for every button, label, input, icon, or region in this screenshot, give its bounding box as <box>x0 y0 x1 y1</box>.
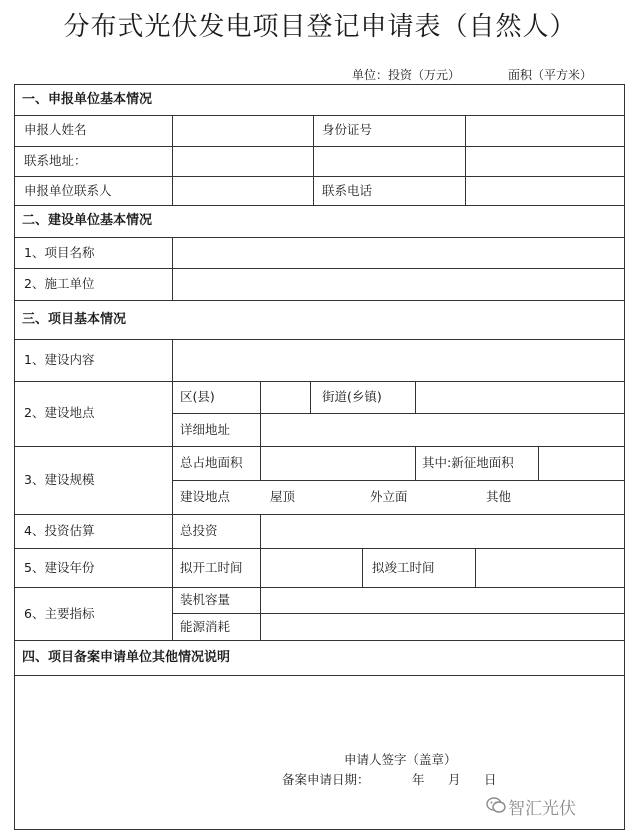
signature-field[interactable] <box>340 748 490 768</box>
wechat-icon <box>486 796 506 814</box>
roof-option[interactable]: 屋顶 <box>270 489 296 504</box>
section-other-info: 四、项目备案申请单位其他情况说明 <box>22 650 231 665</box>
other-info-textarea[interactable] <box>15 676 624 746</box>
build-scale-label: 3、建设规模 <box>24 472 95 487</box>
construction-unit-field[interactable] <box>173 269 624 300</box>
section-applicant-info: 一、申报单位基本情况 <box>22 92 153 107</box>
signer-label: 申请人签字（盖章） <box>344 752 457 767</box>
new-land-field[interactable] <box>539 447 624 480</box>
build-content-label: 1、建设内容 <box>24 352 95 367</box>
id-number-label: 身份证号 <box>322 122 373 137</box>
build-year-label: 5、建设年份 <box>24 560 95 575</box>
start-time-field[interactable] <box>261 549 362 587</box>
unit-investment: 单位：投资（万元） <box>352 68 461 82</box>
address-label: 联系地址： <box>24 153 87 168</box>
capacity-label: 装机容量 <box>180 592 231 607</box>
detail-address-field[interactable] <box>261 414 624 446</box>
build-location-label: 2、建设地点 <box>24 405 95 420</box>
capacity-field[interactable] <box>261 588 624 613</box>
main-index-label: 6、主要指标 <box>24 606 95 621</box>
detail-address-label: 详细地址 <box>180 422 231 437</box>
contact-phone-label: 联系电话 <box>322 183 373 198</box>
facade-option[interactable]: 外立面 <box>370 489 408 504</box>
applicant-name-field[interactable] <box>173 116 313 146</box>
form-title: 分布式光伏发电项目登记申请表（自然人） <box>63 12 577 42</box>
district-label: 区(县) <box>180 389 215 404</box>
energy-label: 能源消耗 <box>180 619 231 634</box>
finish-time-label: 拟竣工时间 <box>372 560 435 575</box>
total-area-field[interactable] <box>261 447 415 480</box>
total-area-label: 总占地面积 <box>180 455 243 470</box>
investment-estimate-label: 4、投资估算 <box>24 523 95 538</box>
other-option[interactable]: 其他 <box>486 489 512 504</box>
total-investment-label: 总投资 <box>180 523 218 538</box>
contact-person-field[interactable] <box>173 177 313 205</box>
date-label: 备案申请日期： <box>282 772 370 787</box>
energy-field[interactable] <box>261 614 624 640</box>
applicant-name-label: 申报人姓名 <box>24 122 87 137</box>
date-day-label: 日 <box>484 772 497 787</box>
address-field[interactable] <box>173 147 624 176</box>
district-field[interactable] <box>261 382 310 413</box>
date-year-label: 年 <box>412 772 425 787</box>
street-label: 街道(乡镇) <box>322 389 382 404</box>
project-name-label: 1、项目名称 <box>24 245 95 260</box>
build-content-field[interactable] <box>173 340 624 381</box>
construction-unit-label: 2、施工单位 <box>24 276 95 291</box>
section-project-info: 三、项目基本情况 <box>22 312 127 327</box>
contact-person-label: 申报单位联系人 <box>24 183 112 198</box>
id-number-field[interactable] <box>466 116 624 146</box>
build-site-label: 建设地点 <box>180 489 231 504</box>
unit-area: 面积（平方米） <box>508 68 593 82</box>
watermark-text: 智汇光伏 <box>508 799 576 819</box>
new-land-label: 其中:新征地面积 <box>422 455 514 470</box>
total-investment-field[interactable] <box>261 515 624 548</box>
finish-time-field[interactable] <box>476 549 624 587</box>
start-time-label: 拟开工时间 <box>180 560 243 575</box>
section-builder-info: 二、建设单位基本情况 <box>22 213 153 228</box>
date-month-label: 月 <box>448 772 461 787</box>
project-name-field[interactable] <box>173 238 624 268</box>
contact-phone-field[interactable] <box>466 177 624 205</box>
street-field[interactable] <box>416 382 624 413</box>
